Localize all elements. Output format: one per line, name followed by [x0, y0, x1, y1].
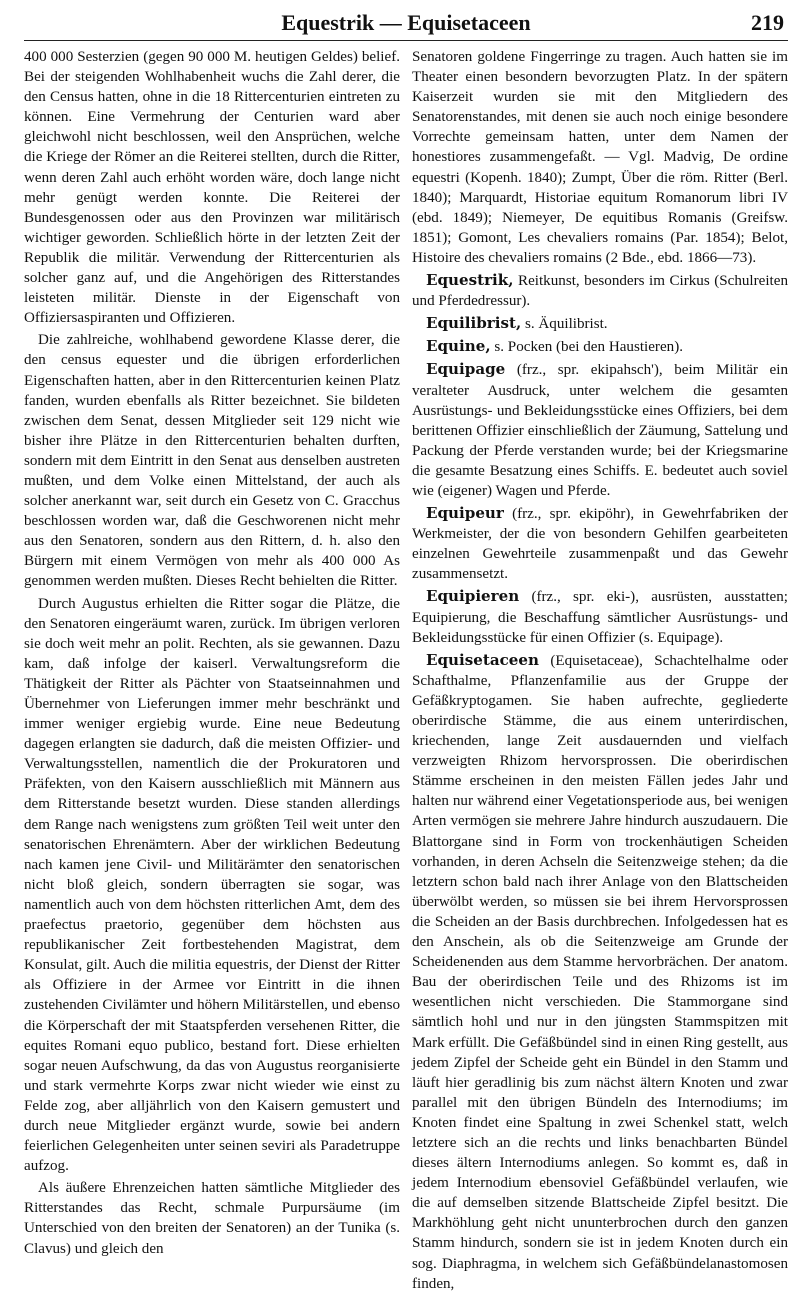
- two-column-body: [24, 47, 788, 1294]
- entry-headword: Equipieren: [426, 587, 520, 606]
- paragraph-text: s. Pocken (bei den Haustieren).: [490, 339, 683, 356]
- entry-headword: Equine,: [426, 337, 491, 356]
- running-header: [24, 6, 788, 41]
- paragraph-text: (Equisetaceae), Schachtelhalme oder Schafthalme, Pflanzenfamilie aus der Gruppe der Gefäßkryptogamen. Sie haben aufrechte, gegliederte oberirdische Stämme, die aus einem unterirdischen, kriechenden, lange Zeit ausdauernden und vielfach verzweigten Rhizom hervorsprossen. Die oberirdischen Stämme erscheinen in den meisten Fällen jedes Jahr und halten nur während einer Vegetationsperiode aus, bei wenigen Arten vermögen sie mehrere Jahre hindurch auszudauern. Die Blattorgane sind in Form von trockenhäutigen Scheiden vorhanden, in deren Achseln die Seitenzweige stehen; da die letztern schon bald nach ihrer Anlage von den Blattscheiden überwölbt werden, so müssen sie bei ihrem Hervorsprossen die Scheiden an der Basis durchbrechen. Infolgedessen hat es den Anschein, als ob die Seitenzweige am Grunde der Scheidenenden aus dem Stamme hervorbrächen. Der anatom. Bau der oberirdischen Teile und des Rhizoms ist im wesentlichen nicht verschieden. Die Stammorgane sind sämtlich hohl und nur in den jüngsten Stammspitzen mit Mark erfüllt. Die Gefäßbündel sind in einen Ring gestellt, aus jedem Zipfel der Scheide geht ein Bündel in den Stamm und läuft hier geradlinig bis zum nächst ältern Knoten und zwar parallel mit den übrigen Bündeln des Internodiums; im Knoten findet eine Spaltung in zwei Schenkel statt, welch letztere sich an die rechts und links benachbarten Bündel dieses ältern Internodiums anlegen. So kommt es, daß in jedem Internodium ebensoviel Gefäßbündel verlaufen, wie die auf demselben sitzende Blattscheide Zipfel besitzt. Die Markhöhlung geht nicht ununterbrochen durch den ganzen Stamm hindurch, sondern sie ist in jedem Knoten durch ein sog. Diaphragma, in welchem sich Gefäßbündelanastomosen finden,: [412, 652, 788, 1292]
- body-paragraph: [24, 47, 400, 328]
- page-number: 219: [751, 10, 784, 35]
- right-column: [412, 47, 788, 1294]
- body-paragraph: [24, 1178, 400, 1258]
- dictionary-entry: [412, 586, 788, 647]
- paragraph-text: Reitkunst, besonders im Cirkus (Schulreiten und Pferdedressur).: [412, 273, 788, 310]
- dictionary-entry: [412, 503, 788, 584]
- entry-headword: Equipage: [426, 360, 506, 379]
- dictionary-entry: [412, 336, 788, 357]
- paragraph-text: s. Äquilibrist.: [521, 316, 608, 333]
- paragraph-text: (frz., spr. ekipahsch'), beim Militär ein veralteter Ausdruck, unter welchem die gesamten Ausrüstungs- und Bekleidungsstücke eines Offiziers, bei dem berittenen Offizier einschließlich der Zäumung, Sattelung und Packung der Pferde verstanden wurde; bei der Kriegsmarine die gesamte Besatzung eines Schiffs. E. bedeutet auch soviel wie (eigener) Wagen und Pferde.: [412, 362, 788, 499]
- paragraph-text: Durch Augustus erhielten die Ritter sogar die Plätze, die den Senatoren eingeräumt waren, zurück. Im übrigen verloren sie doch weit mehr an polit. Rechten, als sie gewannen. Dazu kam, daß infolge der kaiserl. Verwaltungsreform die Thätigkeit der Ritter als Pächter von Staatseinnahmen und Übernehmer von Lieferungen immer mehr beschränkt und immer weniger ergiebig wurde. Eine neue Bedeutung dagegen erlangten sie dadurch, daß die meisten Offizier- und Verwaltungsstellen, namentlich die der Prokuratoren und Präfekten, von den Kaisern ausschließlich mit Männern aus dem Ritterstande besetzt wurden. Diese standen allerdings dem Range nach wenigstens zum größten Teil weit unter den senatorischen Ehrenämtern. Aber der wirklichen Bedeutung nach kamen jene Civil- und Militärämter den senatorischen nicht bloß gleich, sondern überragten sie sogar, was namentlich auch von dem höchsten ritterlichen Amt, dem des praefectus praetorio, gegenüber dem höchsten aus republikanischer Zeit fortbestehenden Magistrat, dem Konsulat, gilt. Auch die militia equestris, der Dienst der Ritter als Offiziere in der Armee vor Eintritt in die ihnen zustehenden Civilämter und höhern Militärstellen, und ebenso die Körperschaft der mit Staatspferden versehenen Ritter, die equites Romani equo publico, bestand fort. Diese erhielten sogar neuen Aufschwung, da das von Augustus reorganisierte und stark vermehrte Korps zwar nicht wieder wie einst zu Felde zog, aber alljährlich von den Kaisern gemustert und durch neue Mitglieder ergänzt wurde, sowie bei andern feierlichen Gelegenheiten unter seinen seviri als Paradetruppe aufzog.: [24, 595, 400, 1175]
- entry-headword: Equestrik,: [426, 271, 514, 290]
- entry-headword: Equisetaceen: [426, 650, 539, 669]
- page-title: Equestrik — Equisetaceen: [281, 10, 531, 35]
- left-column: [24, 47, 400, 1294]
- paragraph-text: Als äußere Ehrenzeichen hatten sämtliche Mitglieder des Ritterstandes das Recht, schmale Purpursäume (im Unterschied von den breiten der Senatoren) an der Tunika (s. Clavus) und gleich den: [24, 1180, 400, 1257]
- dictionary-entry: [412, 313, 788, 334]
- paragraph-text: (frz., spr. eki-), ausrüsten, ausstatten; Equipierung, die Beschaffung sämtlicher Ausrüstungs- und Bekleidungsstücke für einen Offizier (s. Equipage).: [412, 589, 788, 646]
- body-paragraph: [24, 594, 400, 1177]
- entry-headword: Equilibrist,: [426, 314, 522, 333]
- dictionary-entry: [412, 359, 788, 501]
- paragraph-text: 400 000 Sesterzien (gegen 90 000 M. heutigen Geldes) belief. Bei der steigenden Wohlhabenheit wuchs die Zahl derer, die den Census hatten, ohne in die 18 Rittercenturien eintreten zu können. Eine Vermehrung der Centurien ward aber gleichwohl nicht beschlossen, weil den Ansprüchen, welche die Kriege der Römer an die Reiterei stellten, durch die Ritter, wenn deren Zahl auch erhöht worden wäre, doch lange nicht mehr genügt werden konnte. Die Reiterei der Bundesgenossen oder aus den Provinzen war militärisch wichtiger geworden. Schließlich hörte in der letzten Zeit der Republik die militär. Verwendung der Rittercenturien als solcher ganz auf, und die Angehörigen des Ritterstandes leisteten militär. Dienste in der Eigenschaft von Offiziersaspiranten und Offizieren.: [24, 49, 400, 327]
- entry-headword: Equipeur: [426, 504, 504, 523]
- paragraph-text: Senatoren goldene Fingerringe zu tragen. Auch hatten sie im Theater einen besondern bevorzugten Platz. In der spätern Kaiserzeit wurden sie mit den Mitgliedern des Senatorenstandes, mit denen sie auch noch einige besondere Vorrechte gemeinsam hatten, unter dem Namen der honestiores zusammengefaßt. — Vgl. Madvig, De ordine equestri (Kopenh. 1840); Zumpt, Über die röm. Ritter (Berl. 1840); Marquardt, Historiae equitum Romanorum libri IV (ebd. 1849); Niemeyer, De equitibus Romanis (Greifsw. 1851); Gomont, Les chevaliers romains (Par. 1854); Belot, Histoire des chevaliers romains (2 Bde., ebd. 1866—73).: [412, 49, 788, 266]
- body-paragraph: [24, 330, 400, 591]
- paragraph-text: Die zahlreiche, wohlhabend gewordene Klasse derer, die den census equester und die übrigen erforderlichen Eigenschaften hatten, aber in den Rittercenturien keinen Platz fanden, wurden ebenfalls als Ritter bezeichnet. Sie bildeten zwischen dem Senat, dessen Mitglieder seit 129 nicht wie bisher ihre Plätze in den Rittercenturien behalten durften, sondern mit dem Eintritt in den Senat aus denselben austreten mußten, und dem Volke einen Mittelstand, der auch als solcher anerkannt war, seit durch ein Gesetz von C. Gracchus beschlossen worden war, daß die Geschworenen nicht mehr aus den Senatoren, sondern aus den Rittern, d. h. also den Bürgern mit einem Vermögen von mehr als 400 000 As genommen werden mußten. Dieses Recht behielten die Ritter.: [24, 332, 400, 590]
- body-paragraph: [412, 47, 788, 268]
- dictionary-entry: [412, 270, 788, 311]
- paragraph-text: (frz., spr. ekipöhr), in Gewehrfabriken der Werkmeister, der die von besondern Gehilfen gearbeiteten einzelnen Gewehrteile zusammenpaßt und das Gewehr zusammensetzt.: [412, 506, 788, 583]
- dictionary-entry: [412, 650, 788, 1294]
